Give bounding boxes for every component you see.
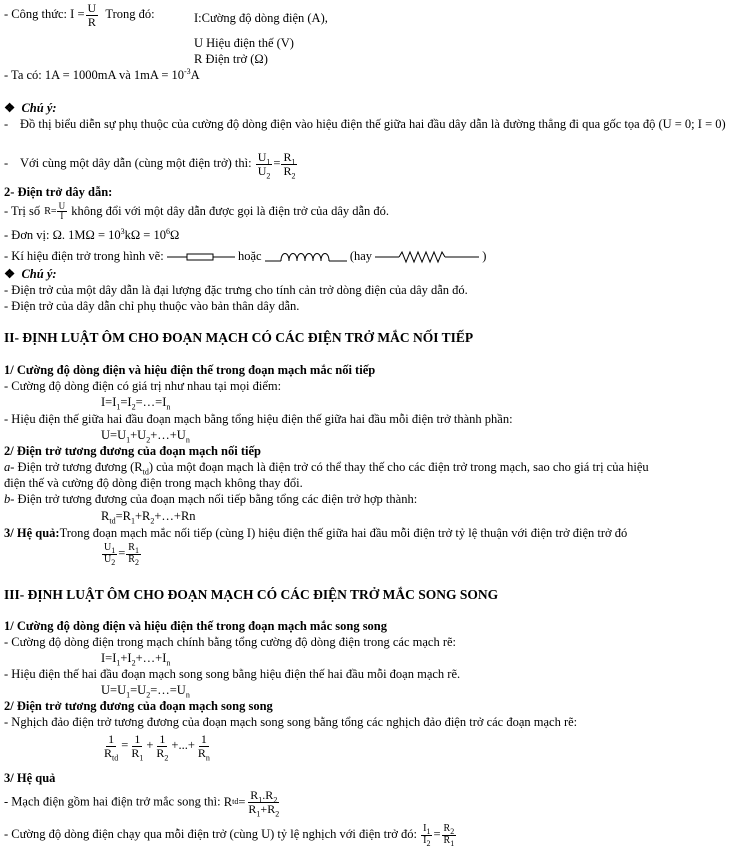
diamond-bullet-icon: ❖ — [4, 101, 16, 115]
note-heading-1: ❖ Chú ý: — [4, 101, 57, 115]
note-heading-2: ❖ Chú ý: — [4, 267, 57, 281]
series-sub2-a: a- Điện trở tương đương $(R_{td})$ của một đoạn mạch là điện trở có thể thay thế cho các điện trở trong mạch, sao cho giá trị của hiệu — [4, 460, 649, 477]
series-sub1-line3: - Hiệu điện thế giữa hai đầu đoạn mạch bằng tổng hiệu điện thế giữa hai đầu mỗi điện trở thành phần: — [4, 412, 513, 426]
parallel-sub2-title: 2/ Điện trở tương đương của đoạn mạch song song — [4, 699, 273, 713]
series-sub3-line: 3/ Hệ quả:Trong đoạn mạch mắc nối tiếp (cùng I) hiệu điện thế giữa hai đầu mỗi điện trở tỷ lệ thuận với điện trở điện trở đó — [4, 526, 628, 540]
parallel-resistance-formula: $\frac{1}{R_{td}}$ = $\frac{1}{R_1}$ + $\frac{1}{R_2}$ +...+ $\frac{1}{R_n}$ — [104, 732, 210, 762]
series-sub2-a-line2: điện thế và cường độ dòng điện trong mạch không thay đổi. — [4, 476, 303, 490]
note-2-line-1: - Điện trở của một dây dẫn là đại lượng đặc trưng cho tính cản trở dòng điện của dây dẫn đó. — [4, 283, 468, 297]
def-U: U Hiệu điện thế (V) — [194, 36, 294, 50]
section-III-heading: III- ĐỊNH LUẬT ÔM CHO ĐOẠN MẠCH CÓ CÁC ĐIỆN TRỞ MẮC SONG SONG — [4, 587, 499, 602]
series-ratio-formula: $\frac{U_1}{U_2}$ = $\frac{R_1}{R_2}$ — [104, 542, 139, 567]
diamond-bullet-icon: ❖ — [4, 267, 16, 281]
series-resistance-formula: $R_{td}=R_1+R_2+\dots+Rn$ — [101, 509, 196, 526]
trong-do-label: Trong đó: — [105, 6, 155, 21]
series-sub1-title: 1/ Cường độ dòng điện và hiệu điện thế trong đoạn mạch mắc nối tiếp — [4, 363, 376, 377]
def-R: R Điện trở (Ω) — [194, 52, 268, 66]
note-2-same-wire: - Với cùng một dây dẫn (cùng một điện trở) thì: $\frac{U_1}{U_2}$ = $\frac{R_1}{R_2}$ — [4, 150, 296, 180]
r-ratio-fraction: $\frac{R_1}{R_2}$ — [283, 150, 296, 180]
formula-I: I = — [70, 6, 85, 21]
note-2-line-2: - Điện trở của dây dẫn chỉ phụ thuộc vào bản thân dây dẫn. — [4, 299, 300, 313]
parallel-sub1-title: 1/ Cường độ dòng điện và hiệu điện thế trong đoạn mạch mắc song song — [4, 619, 388, 633]
series-sub2-title: 2/ Điện trở tương đương của đoạn mạch nối tiếp — [4, 444, 261, 458]
series-voltage-formula: $U=U_1+U_2+\dots+U_n$ — [101, 428, 190, 445]
parallel-sub2-line1: - Nghịch đảo điện trở tương đương của đoạn mạch song song bằng tổng các nghịch đảo điện trở các đoạn mạch rẽ: — [4, 715, 578, 729]
note-1-graph: - Đồ thị biểu diễn sự phụ thuộc của cường độ dòng điện vào hiệu điện thế giữa hai đầu dây dẫn là đường thẳng đi qua gốc tọa độ (U = 0; I = 0) — [4, 117, 726, 131]
parallel-sub1-line1: - Cường độ dòng điện trong mạch chính bằng tổng cường độ dòng điện trong các mạch rẽ: — [4, 635, 457, 649]
ohm-fraction: $\frac{U}{R}$ — [87, 1, 97, 29]
parallel-voltage-formula: $U=U_1=U_2=\dots=U_n$ — [101, 683, 190, 700]
ki-hieu-line: - Kí hiệu điện trở trong hình vẽ: hoặc (hay ) — [4, 249, 486, 265]
u-ratio-fraction: $\frac{U_1}{U_2}$ — [257, 150, 271, 180]
def-I: I:Cường độ dòng điện (A), — [194, 11, 328, 25]
resistance-fraction: R= $\frac{U}{I}$ — [44, 201, 66, 222]
parallel-sub3-title: 3/ Hệ quả — [4, 771, 56, 785]
resistor-box-symbol-icon — [167, 250, 235, 264]
series-current-formula: $I=I_1=I_2=\dots=I_n$ — [101, 395, 171, 412]
formula-line — [4, 2, 155, 28]
parallel-sub3-line2: - Cường độ dòng điện chạy qua mỗi điện trở (cùng U) tỷ lệ nghịch với điện trở đó: $\frac{I_1}{I_2}$ = $\frac{R_2}{R_1}$ — [4, 823, 455, 848]
tri-so-line: - Trị số R= $\frac{U}{I}$ không đổi với một dây dẫn được gọi là điện trở của dây dẫn đó. — [4, 201, 390, 222]
parallel-sub3-line1: - Mạch điện gồm hai điện trở mắc song thì: R td = $\frac{R_1.R_2}{R_1+R_2}$ — [4, 788, 280, 818]
don-vi-line: - Đơn vị: Ω. $1M\Omega = 10^3k\Omega = 10^6\Omega$ — [4, 226, 180, 242]
formula-prefix: - Công thức: — [4, 6, 68, 21]
coil-resistor-symbol-icon — [265, 249, 347, 265]
parallel-current-formula: $I=I_1+I_2+\dots+I_n$ — [101, 651, 171, 668]
section-2-title: 2- Điện trở dây dẫn: — [4, 185, 113, 199]
section-II-heading: II- ĐỊNH LUẬT ÔM CHO ĐOẠN MẠCH CÓ CÁC ĐIỆN TRỞ MẮC NỐI TIẾP — [4, 330, 474, 345]
series-sub1-line1: - Cường độ dòng điện có giá trị như nhau tại mọi điểm: — [4, 379, 282, 393]
ta-co-line: - Ta có: 1A = 1000mA và $1mA = 10^{-3}A$ — [4, 66, 200, 82]
parallel-sub1-line3: - Hiệu điện thế hai đầu đoạn mạch song song bằng hiệu điện thế hai đầu mỗi đoạn mạch rẽ. — [4, 667, 461, 681]
zigzag-resistor-symbol-icon — [375, 250, 479, 264]
series-sub2-b: b- Điện trở tương đương của đoạn mạch nối tiếp bằng tổng các điện trở hợp thành: — [4, 492, 418, 506]
